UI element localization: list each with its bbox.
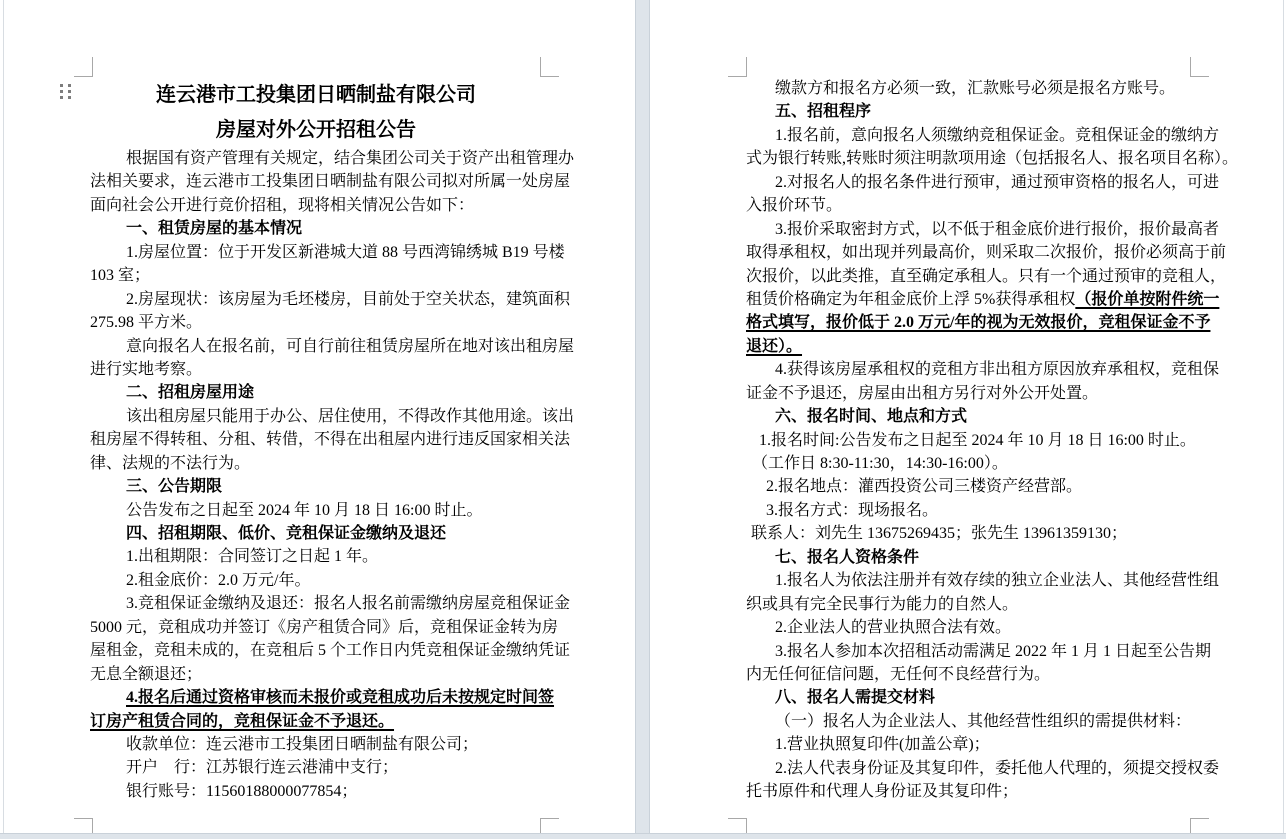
body-text: 银行账号：11560188000077854； (126, 782, 358, 800)
text-line (746, 710, 1198, 733)
text-line (90, 686, 555, 709)
text-line (90, 475, 542, 498)
body-text: 屋租金，竞租未成的，在竞租后 5 个工作日内凭竞租保证金缴纳凭证 (90, 642, 571, 660)
text-line (90, 381, 542, 404)
body-text: 入报价环节。 (746, 197, 843, 215)
text-line (90, 545, 542, 568)
body-text: 3.报名人参加本次招租活动需满足 2022 年 1 月 1 日起至公告期 (775, 642, 1212, 660)
body-text: 租赁价格确定为年租金底价上浮 5%获得承租权 (746, 290, 1076, 308)
page-gap (635, 0, 650, 833)
text-line (90, 405, 575, 428)
body-text: 2.企业法人的营业执照合法有效。 (775, 619, 1012, 637)
body-text: 式为银行转账,转账时须注明款项用途（包括报名人、报名项目名称）。 (746, 150, 1239, 168)
heading-text: 一、租赁房屋的基本情况 (126, 220, 303, 238)
body-text: 1.房屋位置：位于开发区新港城大道 88 号西湾锦绣城 B19 号楼 (126, 243, 565, 261)
text-line (90, 428, 571, 451)
text-boundary-mark-p1-top-left (74, 57, 93, 77)
body-text: 2.对报名人的报名条件进行预审，通过预审资格的报名人，可进 (775, 173, 1220, 191)
body-text: （工作日 8:30-11:30，14:30-16:00）。 (752, 455, 1008, 472)
body-text: 缴款方和报名方必须一致，汇款账号必须是报名方账号。 (775, 80, 1176, 97)
text-boundary-mark-p2-top-left (728, 57, 747, 77)
body-text: 1.营业执照复印件(加盖公章)； (775, 736, 990, 754)
text-line (90, 756, 542, 779)
text-line (746, 546, 1198, 569)
heading-text: 四、招租期限、低价、竞租保证金缴纳及退还 (126, 525, 447, 542)
body-text: 2.报名地点：灌西投资公司三楼资产经营部。 (766, 478, 1083, 496)
text-line (746, 124, 1220, 147)
text-line (746, 288, 1220, 311)
body-text: 1.报名时间:公告发布之日起至 2024 年 10 月 18 日 16:00 时止。 (759, 431, 1196, 449)
paragraph-drag-handle-icon[interactable] (60, 84, 71, 99)
body-text: 103 室； (90, 267, 151, 285)
body-text: 3.报价采取密封方式，以不低于租金底价进行报价，报价最高者 (775, 220, 1220, 238)
text-line (90, 335, 575, 358)
body-text: 收款单位：连云港市工投集团日晒制盐有限公司； (126, 735, 479, 753)
text-line (746, 382, 1198, 405)
text-line (746, 522, 1198, 545)
body-text: 进行实地考察。 (90, 360, 203, 378)
body-text: 1.出租期限：合同签订之日起 1 年。 (126, 548, 379, 566)
page1-text-area[interactable] (90, 77, 575, 803)
text-line (746, 593, 1198, 616)
text-line (746, 194, 1198, 217)
text-line (90, 217, 542, 240)
text-line (746, 358, 1220, 381)
text-line (90, 569, 542, 592)
text-line (90, 780, 542, 803)
emphasized-text: 订房产租赁合同的，竞租保证金不予退还。 (90, 712, 395, 730)
text-line (90, 147, 575, 170)
body-text: 织或具有完全民事行为能力的自然人。 (746, 595, 1019, 613)
page-bottom-gap (0, 833, 1286, 839)
text-boundary-mark-p1-bottom-right (540, 818, 559, 833)
text-boundary-mark-p2-bottom-right (1190, 818, 1209, 833)
body-text: 根据国有资产管理有关规定，结合集团公司关于资产出租管理办 (126, 150, 575, 167)
heading-text: 七、报名人资格条件 (775, 548, 920, 566)
body-text: 275.98 平方米。 (90, 314, 203, 332)
body-text: 该出租房屋只能用于办公、居住使用，不得改作其他用途。该出 (126, 407, 575, 425)
text-line (746, 686, 1198, 709)
text-line (90, 264, 542, 287)
text-line (90, 639, 571, 662)
body-text: 次报价，以此类推，直至确定承租人。只有一个通过预审的竞租人， (746, 267, 1227, 285)
text-boundary-mark-p2-top-right (1190, 57, 1209, 77)
text-line (90, 358, 542, 381)
text-boundary-mark-p1-top-right (540, 57, 559, 77)
text-line (90, 733, 542, 756)
heading-text: 八、报名人需提交材料 (775, 689, 936, 707)
text-line (746, 452, 1198, 475)
heading-text: 二、招租房屋用途 (126, 384, 255, 402)
body-text: 律、法规的不法行为。 (90, 454, 251, 472)
text-line (746, 733, 1198, 756)
body-text: 2.房屋现状：该房屋为毛坯楼房，目前处于空关状态，建筑面积 (126, 290, 571, 308)
page-left-edge (3, 0, 4, 833)
body-text: 取得承租权，如出现并列最高价，则采取二次报价，报价必须高于前 (746, 244, 1227, 262)
body-text: 1.报名前，意向报名人须缴纳竞租保证金。竞租保证金的缴纳方 (775, 126, 1220, 144)
text-line (746, 100, 1198, 123)
body-text: 租房屋不得转租、分租、转借，不得在出租屋内进行违反国家相关法 (90, 431, 571, 449)
body-text: 面向社会公开进行竞价招租，现将相关情况公告如下： (90, 196, 475, 214)
text-line (90, 170, 571, 193)
emphasized-text: 格式填写，报价低于 2.0 万元/年的视为无效报价，竞租保证金不予 (746, 314, 1211, 332)
text-boundary-mark-p2-bottom-left (728, 818, 747, 833)
text-line (90, 452, 542, 475)
emphasized-text: 退还）。 (746, 337, 803, 355)
text-line (746, 311, 1211, 334)
body-text: 3.报名方式：现场报名。 (766, 501, 939, 519)
page-right-edge (1283, 0, 1284, 833)
heading-text: 三、公告期限 (126, 478, 223, 496)
text-line (90, 592, 571, 615)
text-line (746, 499, 1198, 522)
text-line (746, 757, 1220, 780)
text-line (746, 241, 1227, 264)
body-text: 5000 元，竞租成功并签订《房产租赁合同》后，竞租保证金转为房 (90, 618, 559, 636)
text-line (90, 288, 571, 311)
text-line (90, 311, 542, 334)
text-line (746, 616, 1198, 639)
emphasized-text: （报价单按附件统一 (1075, 290, 1220, 308)
body-text: 法相关要求，连云港市工投集团日晒制盐有限公司拟对所属一处房屋 (90, 173, 571, 191)
page2-text-area[interactable] (746, 77, 1239, 804)
body-text: 2.法人代表身份证及其复印件，委托他人代理的，须提交授权委 (775, 759, 1220, 777)
body-text: （一）报名人为企业法人、其他经营性组织的需提供材料： (775, 712, 1192, 730)
heading-text: 五、招租程序 (775, 103, 872, 121)
text-line (746, 780, 1198, 803)
text-line (90, 241, 565, 264)
text-line (746, 218, 1220, 241)
text-line (90, 616, 559, 639)
text-boundary-mark-p1-bottom-left (74, 818, 93, 833)
body-text: 3.竞租保证金缴纳及退还：报名人报名前需缴纳房屋竞租保证金 (126, 595, 571, 613)
body-text: 托书原件和代理人身份证及其复印件； (746, 783, 1019, 801)
body-text: 2.租金底价：2.0 万元/年。 (126, 571, 311, 589)
doc-title-line-1: 连云港市工投集团日晒制盐有限公司 (156, 84, 476, 106)
body-text: 联系人：刘先生 13675269435；张先生 13961359130； (751, 525, 1128, 543)
text-line (746, 429, 1198, 452)
text-line (746, 335, 1198, 358)
text-line (90, 663, 542, 686)
body-text: 公告发布之日起至 2024 年 10 月 18 日 16:00 时止。 (126, 501, 483, 519)
text-line (746, 663, 1198, 686)
text-line (746, 171, 1220, 194)
text-line (90, 710, 542, 733)
body-text: 意向报名人在报名前，可自行前往租赁房屋所在地对该出租房屋 (126, 337, 575, 355)
doc-title-line-2: 房屋对外公开招租公告 (216, 119, 416, 141)
body-text: 无息全额退还； (90, 665, 203, 683)
body-text: 开户 行：江苏银行连云港浦中支行； (126, 759, 399, 777)
body-text: 内无任何征信问题，无任何不良经营行为。 (746, 665, 1051, 683)
body-text: 1.报名人为依法注册并有效存续的独立企业法人、其他经营性组 (775, 572, 1220, 590)
text-line (746, 77, 1198, 100)
body-text: 4.获得该房屋承租权的竞租方非出租方原因放弃承租权，竞租保 (775, 361, 1220, 379)
text-line (746, 640, 1212, 663)
emphasized-text: 4.报名后通过资格审核而未报价或竞租成功后未按规定时间签 (126, 689, 555, 707)
text-line (90, 194, 542, 217)
text-line (746, 569, 1220, 592)
heading-text: 六、报名时间、地点和方式 (775, 408, 968, 426)
text-line (746, 265, 1227, 288)
text-line (746, 475, 1198, 498)
text-line (90, 499, 542, 522)
text-line (90, 522, 542, 545)
text-line (746, 405, 1198, 428)
body-text: 证金不予退还，房屋由出租方另行对外公开处置。 (746, 384, 1099, 402)
text-line (746, 147, 1239, 170)
